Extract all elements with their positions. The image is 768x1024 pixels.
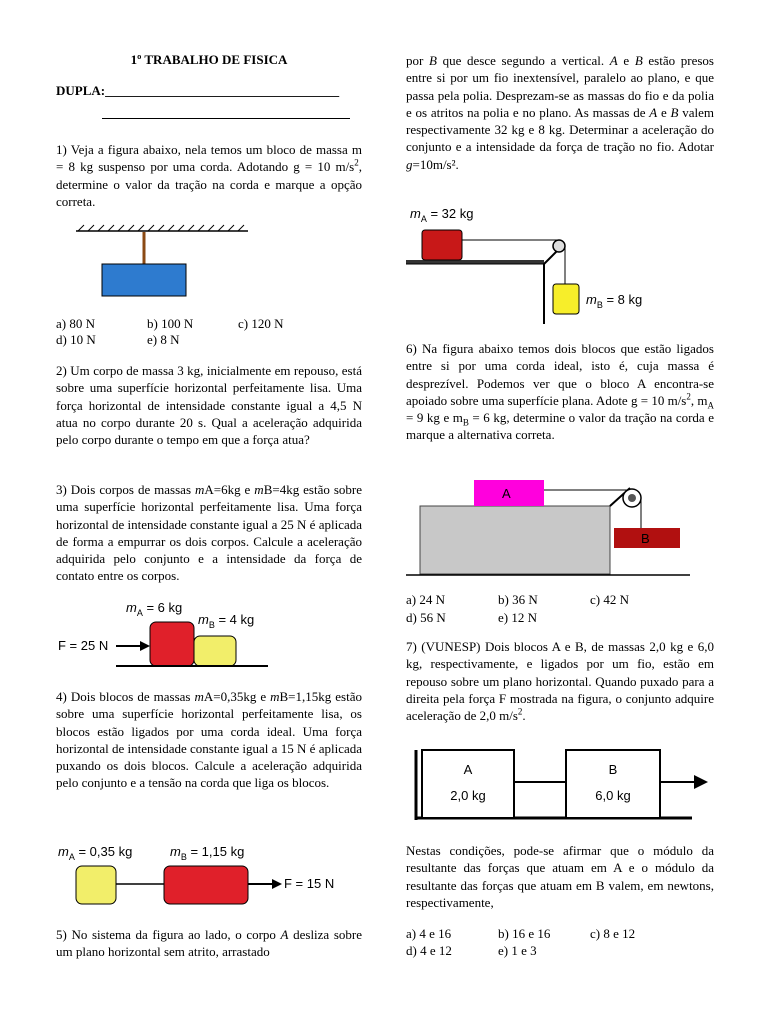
q6-option-c[interactable]: c) 42 N [590, 592, 629, 607]
q6-table [420, 506, 610, 574]
q5-block-b [553, 284, 579, 314]
q7-block-b-mass: 6,0 kg [595, 788, 631, 803]
q3-mass-b-label: $m_B = 4$ kg [198, 612, 255, 630]
q4-force-label: F = 15 N [284, 876, 335, 891]
q6-label-a: A [502, 486, 511, 501]
q7-option-d[interactable]: d) 4 e 12 [406, 943, 452, 958]
q7-block-b [566, 750, 660, 818]
question-7-text: 7) (VUNESP) Dois blocos A e B, de massas 2,0 kg e 6,0 kg, respectivamente, e ligados por um fio, estão em repouso sobre um plano horizontal. Quando puxado para a direita pela força F mostrada na figura, o conjunto adquire aceleração de 2,0 $m/s^2$. [406, 639, 714, 724]
q3-mass-a-label: $m_A = 6$ kg [126, 600, 183, 618]
q6-table-pulley-diagram [406, 474, 696, 582]
q7-block-a-name: A [463, 762, 473, 777]
q1-block [102, 264, 186, 296]
q6-option-b[interactable]: b) 36 N [498, 592, 538, 607]
q5-pulley-diagram [406, 202, 666, 327]
q3-push-diagram [56, 598, 286, 670]
q7-option-a[interactable]: a) 4 e 16 [406, 926, 452, 941]
q1-option-e[interactable]: e) 8 N [147, 332, 180, 347]
q6-option-d[interactable]: d) 56 N [406, 610, 446, 625]
q7-option-b[interactable]: b) 16 e 16 [498, 926, 551, 941]
q6-option-a[interactable]: a) 24 N [406, 592, 445, 607]
q4-pull-diagram [56, 840, 362, 910]
q4-force-arrowhead [272, 879, 282, 889]
page-title: 1º TRABALHO DE FISICA [130, 52, 288, 67]
dupla-label: DUPLA: [56, 83, 106, 98]
question-7-text-2: Nestas condições, pode-se afirmar que o módulo da resultante das forças que atuam em A e o módulo da resultante das forças que atuam em B valem, em newtons, respectivamente, [406, 843, 714, 910]
q5-pulley-bracket [544, 250, 558, 264]
q5-pulley [553, 240, 565, 252]
q7-block-a-mass: 2,0 kg [450, 788, 486, 803]
q5-mass-b-label: $m_B = 8$ kg [586, 292, 643, 310]
question-1-text: 1) Veja a figura abaixo, nela temos um bloco de massa m = 8 kg suspenso por uma corda. Adotando g = 10 $m/s^2$, determine o valor da tração na corda e marque a opção correta. [56, 142, 362, 209]
q3-block-a [150, 622, 194, 666]
q1-option-b[interactable]: b) 100 N [147, 316, 194, 331]
question-6-text: 6) Na figura abaixo temos dois blocos que estão ligados entre si por uma corda ideal, isto é, cuja massa é desprezível. Podemos ver que o bloco A encontra-se apoiado sobre uma superfície plana. Adote g = 10 $m/s^2$, $m_A = 9$ kg e $m_B = 6$ kg, determine o valor da tração na corda e marque a alternativa correta. [406, 341, 715, 443]
dupla-blank: ____________________________________ [105, 83, 340, 98]
q1-option-d[interactable]: d) 10 N [56, 332, 96, 347]
q1-option-a[interactable]: a) 80 N [56, 316, 95, 331]
question-3-text: 3) Dois corpos de massas mA=6kg e mB=4kg estão sobre uma superfície horizontal perfeitamente lisa. Uma força horizontal de intensidade constante igual a 25 N é aplicada de forma a empurrar os dois corpos. Calcule a aceleração adquirida pelo conjunto e a intensidade da força de contato entre os corpos. [56, 482, 362, 584]
q7-option-c[interactable]: c) 8 e 12 [590, 926, 636, 941]
dupla-second-blank [102, 118, 350, 119]
q4-mass-a-label: $m_A = 0,35$ kg [58, 844, 133, 862]
question-5-text-start: 5) No sistema da figura ao lado, o corpo A desliza sobre um plano horizontal sem atrito, arrastado [56, 927, 362, 960]
q4-mass-b-label: $m_B = 1,15$ kg [170, 844, 245, 862]
q5-mass-a-label: $m_A = 32$ kg [410, 206, 474, 224]
q3-force-arrowhead [140, 641, 150, 651]
q7-blocks-diagram [406, 744, 712, 824]
question-2-text: 2) Um corpo de massa 3 kg, inicialmente em repouso, está sobre uma superfície horizontal perfeitamente lisa. Uma força horizontal de intensidade constante igual a 4,5 N atua no corpo durante 20 s. Qual a aceleração adquirida pelo corpo durante o tempo em que a força atua? [56, 363, 362, 448]
q5-table-top [406, 260, 544, 264]
q6-pulley-hub [628, 494, 636, 502]
q3-block-b [194, 636, 236, 666]
q1-ceiling-hatch [78, 225, 244, 231]
question-5-text-continued: por B que desce segundo a vertical. A e B estão presos entre si por um fio inextensível, paralelo ao plano, e que passa pela polia. Desprezam-se as massas do fio e da polia e os atritos na polia e no plano. As massas de A e B valem respectivamente 32 kg e 8 kg. Determinar a aceleração do conjunto e a intensidade da força de tração no fio. Adotar g=10m/s². [406, 53, 714, 172]
q7-option-e[interactable]: e) 1 e 3 [498, 943, 537, 958]
dupla-line [56, 83, 339, 99]
q7-force-arrowhead [694, 775, 708, 789]
q1-option-c[interactable]: c) 120 N [238, 316, 284, 331]
q7-block-b-name: B [608, 762, 618, 777]
q4-block-b [164, 866, 248, 904]
q1-hanging-block-diagram [72, 222, 322, 302]
q6-label-b: B [641, 531, 650, 546]
q4-block-a [76, 866, 116, 904]
q5-block-a [422, 230, 462, 260]
q6-option-e[interactable]: e) 12 N [498, 610, 537, 625]
q3-force-label: F = 25 N [58, 638, 109, 653]
question-4-text: 4) Dois blocos de massas mA=0,35kg e mB=1,15kg estão sobre uma superfície horizontal perfeitamente lisa, os blocos estão ligados por uma corda ideal. Uma força horizontal de intensidade constante igual a 15 N é aplicada puxando os dois blocos. Calcule a aceleração adquirida pelo conjunto e a tensão na corda que liga os blocos. [56, 689, 362, 791]
q7-block-a [422, 750, 514, 818]
